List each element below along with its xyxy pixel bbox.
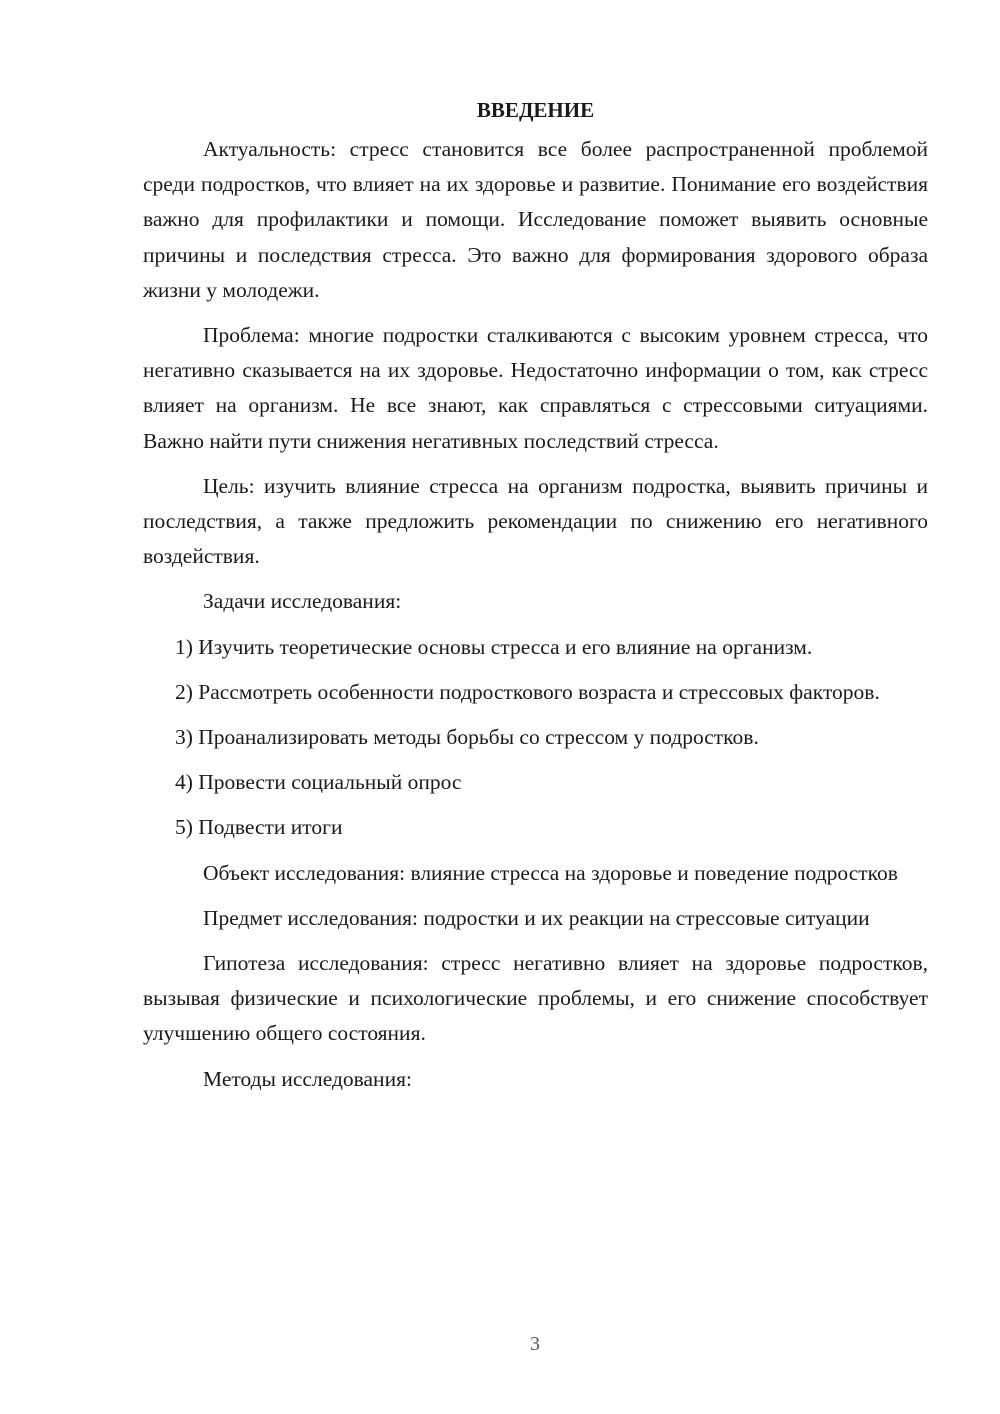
task-item: 4) Провести социальный опрос (175, 770, 462, 795)
task-item: 1) Изучить теоретические основы стресса и его влияние на организм. (175, 634, 813, 659)
methods-heading: Методы исследования: (203, 1066, 412, 1091)
page-number: 3 (530, 1333, 540, 1355)
tasks-heading: Задачи исследования: (203, 589, 402, 614)
goal-paragraph: Цель: изучить влияние стресса на организм подростка, выявить причины и последствия, а также предложить рекомендации по снижению его негативного воздействия. (143, 473, 928, 569)
document-page (143, 92, 928, 1107)
hypothesis-paragraph: Гипотеза исследования: стресс негативно влияет на здоровье подростков, вызывая физические и психологические проблемы, и его снижение способствует улучшению общего состояния. (143, 951, 928, 1046)
task-item: 3) Проанализировать методы борьбы со стрессом у подростков. (175, 725, 759, 750)
object-paragraph: Объект исследования: влияние стресса на здоровье и поведение подростков (203, 860, 898, 885)
subject-paragraph: Предмет исследования: подростки и их реакции на стрессовые ситуации (203, 905, 870, 930)
relevance-paragraph: Актуальность: стресс становится все более распространенной проблемой среди подростков, что влияет на их здоровье и развитие. Понимание его воздействия важно для профилактики и помощи. Исследование поможет выявить основные причины и последствия стресса. Это важно для формирования здорового образа жизни у молодежи. (143, 137, 928, 302)
section-title: ВВЕДЕНИЕ (476, 98, 595, 122)
task-item: 5) Подвести итоги (175, 815, 343, 840)
task-item: 2) Рассмотреть особенности подросткового возраста и стрессовых факторов. (175, 679, 880, 704)
problem-paragraph: Проблема: многие подростки сталкиваются с высоким уровнем стресса, что негативно сказывается на их здоровье. Недостаточно информации о том, как стресс влияет на организм. Не все знают, как справляться с стрессовыми ситуациями. Важно найти пути снижения негативных последствий стресса. (143, 323, 928, 453)
